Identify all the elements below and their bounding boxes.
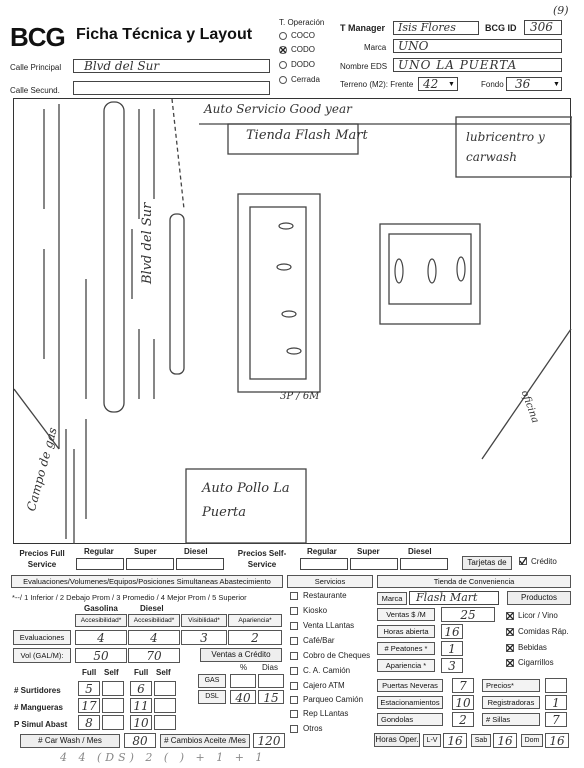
gas-full-header: Full <box>82 668 97 677</box>
dsl-credit-dias[interactable]: 15 <box>258 690 284 704</box>
simul-gas-full[interactable]: 8 <box>78 715 100 730</box>
checkmark-icon <box>519 557 527 565</box>
mang-gas-full[interactable]: 17 <box>78 698 100 713</box>
full-super-price[interactable] <box>126 558 174 570</box>
self-regular-header: Regular <box>307 547 337 556</box>
servicio-label-3: Café/Bar <box>303 636 335 645</box>
carwash-value[interactable]: 80 <box>124 733 156 748</box>
nombre-eds-label: Nombre EDS <box>340 62 388 71</box>
layout-sketch-frame <box>13 98 571 544</box>
horas-oper-button[interactable]: Horas Oper. <box>374 733 420 747</box>
checked-x-icon <box>279 46 287 54</box>
operation-codo-label: CODO <box>291 45 315 54</box>
servicio-checkbox-0[interactable] <box>290 592 298 600</box>
surtidores-label: # Surtidores <box>14 686 61 695</box>
simul-label: P Simul Abast <box>14 720 68 729</box>
dom-label: Dom <box>521 734 543 747</box>
frente-dropdown-icon[interactable]: ▼ <box>448 81 455 88</box>
servicio-checkbox-3[interactable] <box>290 637 298 645</box>
layout-tienda: Tienda Flash Mart <box>246 128 368 143</box>
simul-gas-self[interactable] <box>102 715 124 730</box>
dsl-credit-label: DSL <box>198 690 226 704</box>
producto-label-1: Comidas Ráp. <box>518 627 569 636</box>
calle-principal-label: Calle Principal <box>10 63 62 72</box>
fondo-dropdown-icon[interactable]: ▼ <box>553 81 560 88</box>
tienda-ventas-label: Ventas $ /M <box>377 608 435 621</box>
tienda-peatones-label: # Peatones * <box>377 642 435 655</box>
lv-value[interactable]: 16 <box>443 733 467 748</box>
diesel-self-header: Self <box>156 668 171 677</box>
dsl-credit-pct[interactable]: 40 <box>230 690 256 704</box>
mang-diesel-self[interactable] <box>154 698 176 713</box>
calle-secund-label: Calle Secund. <box>10 86 60 95</box>
self-diesel-header: Diesel <box>408 547 432 556</box>
radio-codo[interactable] <box>279 46 287 54</box>
diesel-header: Diesel <box>140 604 164 613</box>
mangueras-label: # Mangueras <box>14 703 63 712</box>
servicio-label-5: C. A. Camión <box>303 666 351 675</box>
calle-principal-value: Blvd del Sur <box>84 59 160 73</box>
gas-credit-label: GAS <box>198 674 226 688</box>
self-super-price[interactable] <box>350 558 398 570</box>
diesel-acc-header: Accesibilidad* <box>128 614 180 627</box>
servicio-checkbox-8[interactable] <box>290 710 298 718</box>
tienda-apariencia-value[interactable]: 3 <box>441 658 463 673</box>
servicio-checkbox-7[interactable] <box>290 696 298 704</box>
simul-diesel-self[interactable] <box>154 715 176 730</box>
checked-x-icon <box>506 628 514 636</box>
full-regular-header: Regular <box>84 547 114 556</box>
tienda-registradoras-label: Registradoras <box>482 696 540 709</box>
servicio-label-6: Cajero ATM <box>303 681 345 690</box>
radio-dodo[interactable] <box>279 61 287 69</box>
operation-label: T. Operación <box>279 18 325 27</box>
marca-value: UNO <box>398 39 429 53</box>
bcg-id-field[interactable] <box>524 20 562 35</box>
scale-legend: *--/ 1 Inferior / 2 Debajo Prom / 3 Promedio / 4 Mejor Prom / 5 Superior <box>12 593 247 602</box>
bcg-logo: BCG <box>10 22 65 52</box>
servicio-label-2: Venta LLantas <box>303 621 355 630</box>
layout-top-label: Auto Servicio Good year <box>204 102 352 116</box>
lv-label: L-V <box>423 734 441 747</box>
credito-checkbox[interactable] <box>519 557 527 565</box>
calle-secund-field[interactable] <box>73 81 270 95</box>
tienda-registradoras-value[interactable]: 1 <box>545 695 567 710</box>
radio-cerrada[interactable] <box>279 76 287 84</box>
servicio-checkbox-2[interactable] <box>290 622 298 630</box>
tienda-horas-value[interactable]: 16 <box>441 624 463 639</box>
operation-dodo-label: DODO <box>291 60 315 69</box>
tienda-estac-label: Estacionamientos <box>377 696 443 709</box>
nombre-eds-value: UNO LA PUERTA <box>398 58 518 72</box>
eval-header: Evaluaciones/Volumenes/Equipos/Posiciones Simultaneas Abastecimiento <box>11 575 283 588</box>
producto-label-3: Cigarrillos <box>518 658 554 667</box>
apariencia-value[interactable]: 2 <box>228 630 282 645</box>
layout-side-street: Campo de gas <box>24 425 60 513</box>
fondo-value: 36 <box>515 77 531 91</box>
t-manager-value: Isis Flores <box>398 21 456 34</box>
producto-checkbox-2[interactable] <box>506 644 514 652</box>
full-super-header: Super <box>134 547 157 556</box>
dias-header: Dias <box>262 663 279 672</box>
servicio-label-7: Parqueo Camión <box>303 695 364 704</box>
diesel-acc-value[interactable]: 4 <box>128 630 180 645</box>
servicios-header[interactable]: Servicios <box>287 575 373 588</box>
tienda-apariencia-label: Apariencia * <box>377 659 435 672</box>
tienda-header[interactable]: Tienda de Conveniencia <box>377 575 571 588</box>
evaluaciones-label: Evaluaciones <box>13 630 71 645</box>
frente-value: 42 <box>423 77 439 91</box>
surt-gas-self[interactable] <box>102 681 124 696</box>
producto-label-0: Licor / Vino <box>518 611 558 620</box>
full-regular-price[interactable] <box>76 558 124 570</box>
self-super-header: Super <box>357 547 380 556</box>
vol-gas-value[interactable]: 50 <box>75 648 127 663</box>
precios-self-label: Precios Self-Service <box>237 549 287 569</box>
tienda-puertas-label: Puertas Neveras <box>377 679 443 692</box>
full-diesel-header: Diesel <box>184 547 208 556</box>
surt-gas-full[interactable]: 5 <box>78 681 100 696</box>
producto-checkbox-3[interactable] <box>506 659 514 667</box>
sab-value[interactable]: 16 <box>493 733 517 748</box>
cambios-value[interactable]: 120 <box>253 733 285 748</box>
tienda-gondolas-label: Gondolas <box>377 713 443 726</box>
vol-diesel-value[interactable]: 70 <box>128 648 180 663</box>
visibilidad-value[interactable]: 3 <box>181 630 227 645</box>
producto-checkbox-0[interactable] <box>506 612 514 620</box>
gas-credit-dias[interactable] <box>258 674 284 688</box>
servicio-checkbox-5[interactable] <box>290 667 298 675</box>
gas-self-header: Self <box>104 668 119 677</box>
tienda-marca-label: Marca <box>377 592 407 605</box>
precios-full-label: Precios Full Service <box>19 549 65 569</box>
pct-header: % <box>240 663 248 672</box>
tienda-peatones-value[interactable]: 1 <box>441 641 463 656</box>
bcg-id-label: BCG ID <box>485 23 517 33</box>
servicio-checkbox-4[interactable] <box>290 652 298 660</box>
dom-value[interactable]: 16 <box>545 733 569 748</box>
tienda-precios-value[interactable] <box>545 678 567 693</box>
checked-x-icon <box>506 644 514 652</box>
tienda-estac-value[interactable]: 10 <box>452 695 474 710</box>
servicio-label-1: Kiosko <box>303 606 328 615</box>
tienda-sillas-label: # Sillas <box>482 713 540 726</box>
tienda-marca-field[interactable] <box>409 591 499 605</box>
bcg-id-value: 306 <box>530 20 553 34</box>
gas-credit-pct[interactable] <box>230 674 256 688</box>
ventas-credito-button[interactable]: Ventas a Crédito <box>200 648 282 662</box>
producto-label-2: Bebidas <box>518 643 547 652</box>
operation-cerrada-label: Cerrada <box>291 75 320 84</box>
marca-label: Marca <box>364 43 387 52</box>
footer-note: 4 4 (DS) 2 ( ) + 1 + 1 <box>60 751 267 764</box>
layout-lubricentro: lubricentro y carwash <box>466 130 545 164</box>
apariencia-header: Apariencia* <box>228 614 282 627</box>
surt-diesel-full[interactable]: 6 <box>130 681 152 696</box>
form-title: Ficha Técnica y Layout <box>76 26 253 43</box>
gas-acc-header: Accesibilidad* <box>75 614 127 627</box>
layout-pump-note: 3P / 6M <box>280 391 320 402</box>
vol-label: Vol (GAL/M): <box>13 648 71 663</box>
checked-x-icon <box>506 612 514 620</box>
productos-button[interactable]: Productos <box>507 591 571 605</box>
radio-coco[interactable] <box>279 32 287 40</box>
layout-oficina: oficina <box>518 389 541 425</box>
servicio-label-4: Cobro de Cheques <box>303 651 371 660</box>
layout-street-vertical: Blvd del Sur <box>140 202 155 284</box>
t-manager-field[interactable] <box>393 21 479 35</box>
credito-label: Crédito <box>531 557 557 566</box>
tienda-precios-label: Precios* <box>482 679 540 692</box>
full-diesel-price[interactable] <box>176 558 224 570</box>
tienda-puertas-value[interactable]: 7 <box>452 678 474 693</box>
carwash-label[interactable]: # Car Wash / Mes <box>20 734 120 748</box>
producto-checkbox-1[interactable] <box>506 628 514 636</box>
tienda-sillas-value[interactable]: 7 <box>545 712 567 727</box>
servicio-checkbox-1[interactable] <box>290 607 298 615</box>
layout-autopollo: Auto Pollo La Puerta <box>202 481 290 520</box>
servicio-label-0: Restaurante <box>303 591 347 600</box>
page-mark: (9) <box>553 4 569 17</box>
operation-coco-label: COCO <box>291 31 315 40</box>
sab-label: Sab <box>471 734 491 747</box>
simul-diesel-full[interactable]: 10 <box>130 715 152 730</box>
tienda-gondolas-value[interactable]: 2 <box>452 712 474 727</box>
tienda-horas-label: Horas abierta <box>377 625 435 638</box>
mang-gas-self[interactable] <box>102 698 124 713</box>
fondo-label: Fondo <box>481 80 504 89</box>
gas-acc-value[interactable]: 4 <box>75 630 127 645</box>
tienda-ventas-value[interactable]: 25 <box>441 607 495 622</box>
terreno-label: Terreno (M2): Frente <box>340 80 414 89</box>
marca-field[interactable] <box>393 39 562 53</box>
diesel-full-header: Full <box>134 668 149 677</box>
servicio-checkbox-9[interactable] <box>290 725 298 733</box>
tarjetas-button[interactable]: Tarjetas de <box>462 556 512 570</box>
servicio-label-9: Otros <box>303 724 323 733</box>
nombre-eds-field[interactable] <box>393 58 562 72</box>
self-regular-price[interactable] <box>300 558 348 570</box>
self-diesel-price[interactable] <box>400 558 448 570</box>
servicio-checkbox-6[interactable] <box>290 682 298 690</box>
surt-diesel-self[interactable] <box>154 681 176 696</box>
mang-diesel-full[interactable]: 11 <box>130 698 152 713</box>
servicio-label-8: Rep LLantas <box>303 709 349 718</box>
checked-x-icon <box>506 659 514 667</box>
tienda-marca-value: Flash Mart <box>416 591 478 604</box>
gasolina-header: Gasolina <box>84 604 118 613</box>
visibilidad-header: Visibilidad* <box>181 614 227 627</box>
cambios-label[interactable]: # Cambios Aceite /Mes <box>160 734 250 748</box>
t-manager-label: T Manager <box>340 23 386 33</box>
calle-principal-field[interactable] <box>73 59 270 73</box>
